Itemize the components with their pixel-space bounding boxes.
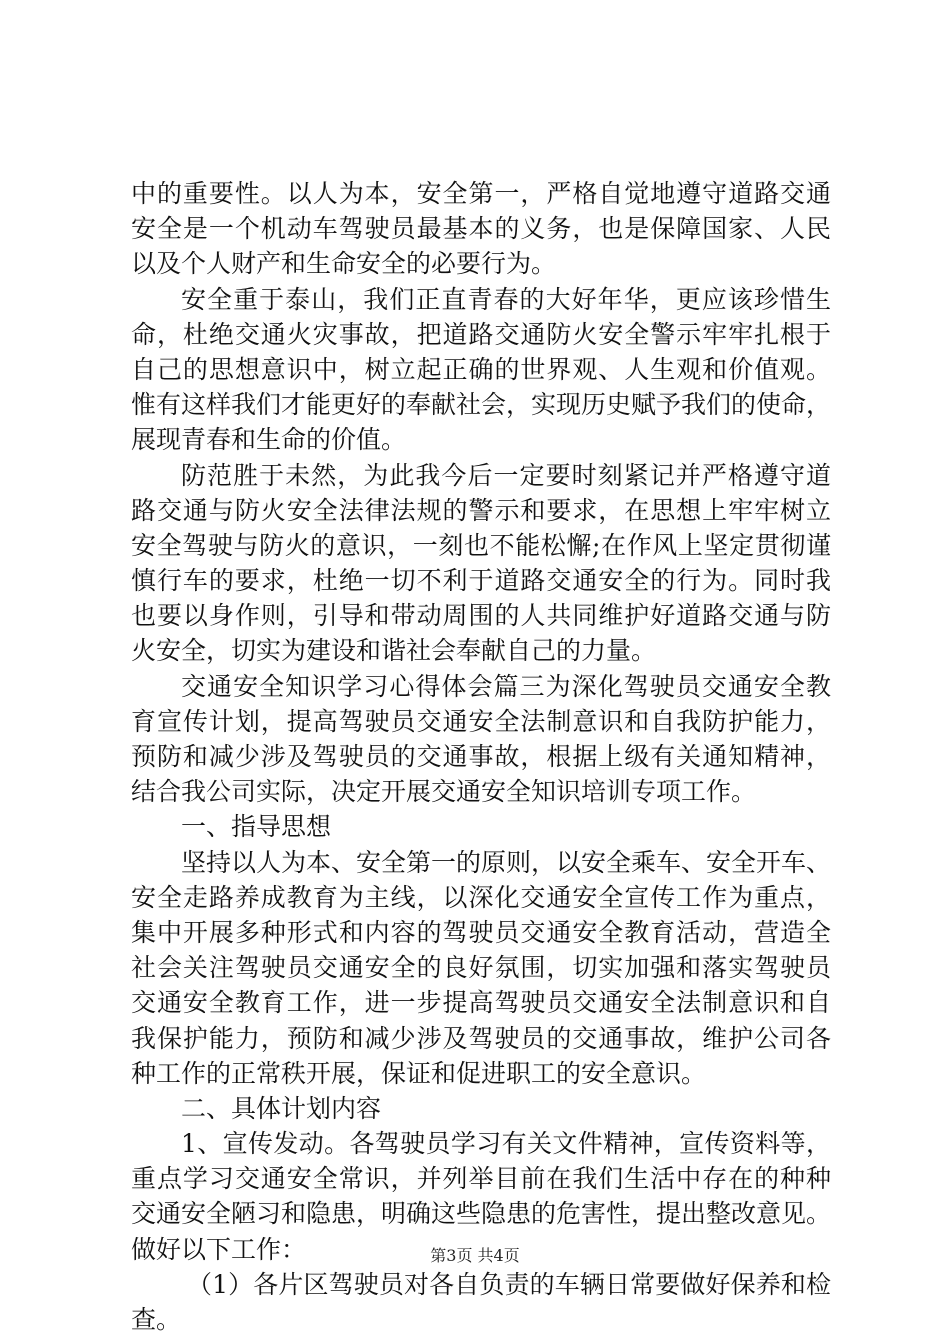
document-body: [131, 176, 831, 1337]
text-line: 自己的思想意识中，树立起正确的世界观、人生观和价值观。: [131, 354, 831, 384]
page-number-footer: 第3页 共4页: [430, 1246, 520, 1265]
text-line: 惟有这样我们才能更好的奉献社会，实现历史赋予我们的使命，: [131, 390, 832, 420]
text-line: 安全走路养成教育为主线，以深化交通安全宣传工作为重点，: [131, 882, 831, 912]
text-line: 慎行车的要求，杜绝一切不利于道路交通安全的行为。同时我: [131, 566, 831, 596]
text-line: 安全是一个机动车驾驶员最基本的义务，也是保障国家、人民: [131, 214, 831, 244]
text-line: 重点学习交通安全常识，并列举目前在我们生活中存在的种种: [131, 1164, 831, 1194]
text-line: 做好以下工作：: [131, 1234, 307, 1264]
text-line: 也要以身作则，引导和带动周围的人共同维护好道路交通与防: [131, 601, 831, 631]
text-line: 育宣传计划，提高驾驶员交通安全法制意识和自我防护能力，: [131, 706, 831, 736]
text-line: 命，杜绝交通火灾事故，把道路交通防火安全警示牢牢扎根于: [131, 319, 831, 349]
text-line: 我保护能力，预防和减少涉及驾驶员的交通事故，维护公司各: [131, 1023, 831, 1053]
text-line: 社会关注驾驶员交通安全的良好氛围，切实加强和落实驾驶员: [131, 953, 831, 983]
section-heading: 二、具体计划内容: [181, 1093, 382, 1123]
text-line: 结合我公司实际，决定开展交通安全知识培训专项工作。: [131, 777, 757, 807]
text-line: 集中开展多种形式和内容的驾驶员交通安全教育活动，营造全: [131, 917, 831, 947]
text-line: 查。: [131, 1305, 182, 1334]
text-line: 安全重于泰山，我们正直青春的大好年华，更应该珍惜生: [181, 284, 831, 314]
text-line: 种工作的正常秩开展，保证和促进职工的安全意识。: [131, 1058, 707, 1088]
text-line: 中的重要性。以人为本，安全第一，严格自觉地遵守道路交通: [131, 179, 831, 208]
text-line: 防范胜于未然，为此我今后一定要时刻紧记并严格遵守道: [181, 460, 831, 490]
text-line: 交通安全陋习和隐患，明确这些隐患的危害性，提出整改意见。: [131, 1199, 832, 1229]
text-line: 以及个人财产和生命安全的必要行为。: [131, 249, 557, 279]
text-line: 1、宣传发动。各驾驶员学习有关文件精神，宣传资料等，: [181, 1129, 831, 1159]
text-line: 安全驾驶与防火的意识，一刻也不能松懈;在作风上坚定贯彻谨: [131, 530, 831, 560]
text-line: 交通安全教育工作，进一步提高驾驶员交通安全法制意识和自: [131, 988, 831, 1018]
text-line: 路交通与防火安全法律法规的警示和要求，在思想上牢牢树立: [131, 495, 831, 525]
section-heading: 一、指导思想: [181, 812, 332, 842]
text-line: （1）各片区驾驶员对各自负责的车辆日常要做好保养和检: [187, 1269, 831, 1299]
text-line: 展现青春和生命的价值。: [131, 425, 407, 455]
text-line: 火安全，切实为建设和谐社会奉献自己的力量。: [131, 636, 657, 666]
text-line: 交通安全知识学习心得体会篇三为深化驾驶员交通安全教: [181, 671, 831, 701]
text-line: 预防和减少涉及驾驶员的交通事故，根据上级有关通知精神，: [131, 742, 831, 771]
text-line: 坚持以人为本、安全第一的原则，以安全乘车、安全开车、: [181, 847, 832, 877]
